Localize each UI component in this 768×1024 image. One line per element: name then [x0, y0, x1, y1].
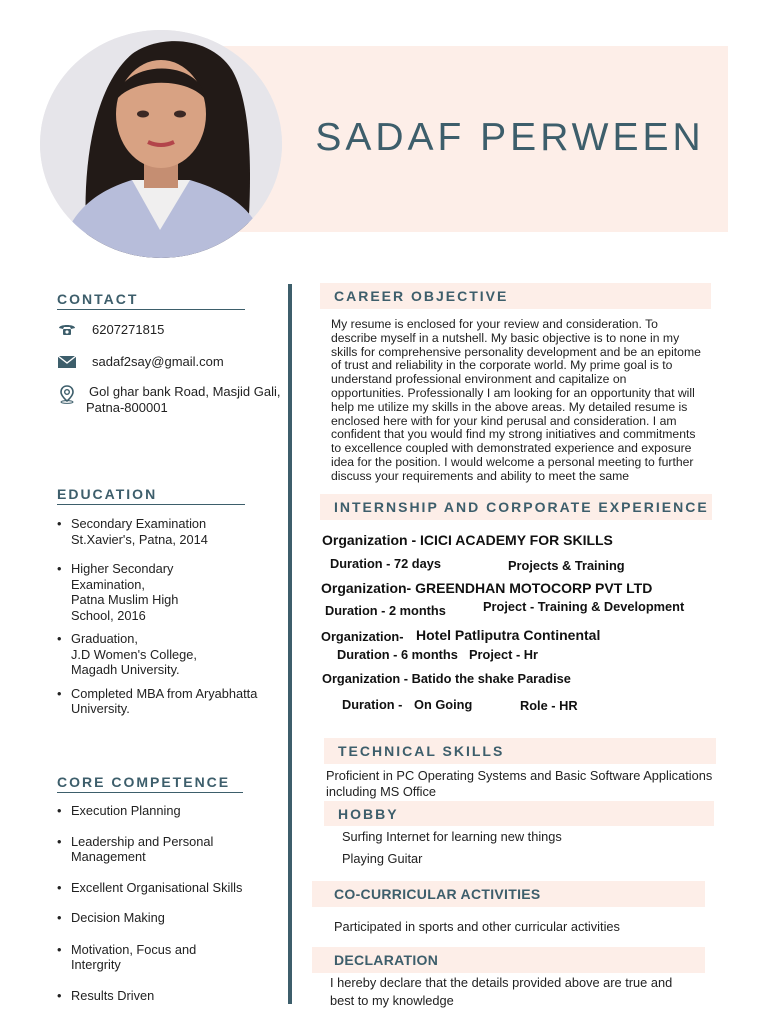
education-heading: EDUCATION [57, 486, 245, 505]
duration-batido-label: Duration - [342, 697, 403, 712]
education-item: • Completed MBA from Aryabhatta University. [57, 686, 282, 717]
competence-item: • Execution Planning [57, 803, 282, 819]
duration-icici: Duration - 72 days [330, 556, 441, 571]
competence-item: • Results Driven [57, 988, 282, 1004]
core-competence-list [57, 803, 282, 1003]
technical-skills-heading: TECHNICAL SKILLS [324, 738, 716, 764]
internship-heading: INTERNSHIP AND CORPORATE EXPERIENCE [320, 494, 712, 520]
education-item: • Higher Secondary Examination, Patna Muslim High School, 2016 [57, 561, 282, 623]
role-batido: Role - HR [520, 698, 578, 713]
project-icici: Projects & Training [508, 558, 625, 573]
competence-item: • Motivation, Focus and Intergrity [57, 942, 282, 973]
co-curricular-heading: CO-CURRICULAR ACTIVITIES [312, 881, 705, 907]
project-hotel: Project - Hr [469, 647, 538, 662]
education-item: • Secondary Examination St.Xavier's, Patna, 2014 [57, 516, 282, 547]
hobby-item: Surfing Internet for learning new things [342, 829, 562, 844]
profile-photo-illustration [40, 30, 282, 258]
competence-item: • Decision Making [57, 910, 282, 926]
contact-heading: CONTACT [57, 291, 245, 310]
mail-icon [57, 355, 75, 373]
duration-greendhan: Duration - 2 months [325, 603, 446, 618]
org-batido: Organization - Batido the shake Paradise [322, 671, 571, 686]
core-competence-heading: CORE COMPETENCE [57, 774, 243, 793]
location-pin-icon [57, 384, 75, 402]
co-curricular-text: Participated in sports and other curricular activities [334, 919, 620, 934]
declaration-text: I hereby declare that the details provided above are true and best to my knowledge [330, 975, 673, 1008]
duration-hotel: Duration - 6 months [337, 647, 458, 662]
profile-photo [40, 30, 282, 258]
duration-batido-value: On Going [414, 697, 473, 712]
phone-icon [57, 321, 75, 339]
hobby-item: Playing Guitar [342, 851, 423, 866]
hobby-heading: HOBBY [324, 801, 714, 826]
contact-email: sadaf2say@gmail.com [92, 354, 224, 369]
org-icici: Organization - ICICI ACADEMY FOR SKILLS [322, 532, 613, 548]
career-objective-heading: CAREER OBJECTIVE [320, 283, 711, 309]
candidate-name: SADAF PERWEEN [315, 116, 705, 159]
declaration-heading: DECLARATION [312, 947, 705, 973]
competence-item: • Leadership and Personal Management [57, 834, 282, 865]
project-greendhan: Project - Training & Development [483, 599, 685, 614]
org-hotel-label: Organization- [321, 629, 404, 644]
career-objective-text: My resume is enclosed for your review and consideration. To describe myself in a nutshell. My basic objective is to none in my skills for comprehensive personality development and be an epitome of trust and reliability in the corporate world. My prime goal is to understand professional environment and capitalize on opportunities. Professionally I am looking for an opportunity that will help me utilize my skills in the above areas. My detailed resume is enclosed here with for your kind perusal and consideration. I am confident that you would find my strong initiatives and commitments to excellence coupled with demonstrated experience and exposure idea for the position. I would welcome a personal meeting to further discuss your requirements and ability to meet the same [331, 317, 701, 483]
technical-skills-text: Proficient in PC Operating Systems and Basic Software Applications including MS Office [326, 768, 713, 799]
org-greendhan: Organization- GREENDHAN MOTOCORP PVT LTD [321, 580, 653, 596]
education-list [57, 516, 282, 717]
org-hotel-name: Hotel Patliputra Continental [416, 627, 601, 643]
competence-item: • Excellent Organisational Skills [57, 880, 282, 896]
contact-phone: 6207271815 [92, 322, 165, 337]
contact-address: Gol ghar bank Road, Masjid Gali, Patna-800001 [86, 384, 281, 415]
column-divider [288, 284, 292, 1004]
education-item: • Graduation, J.D Women's College, Magadh University. [57, 631, 282, 678]
